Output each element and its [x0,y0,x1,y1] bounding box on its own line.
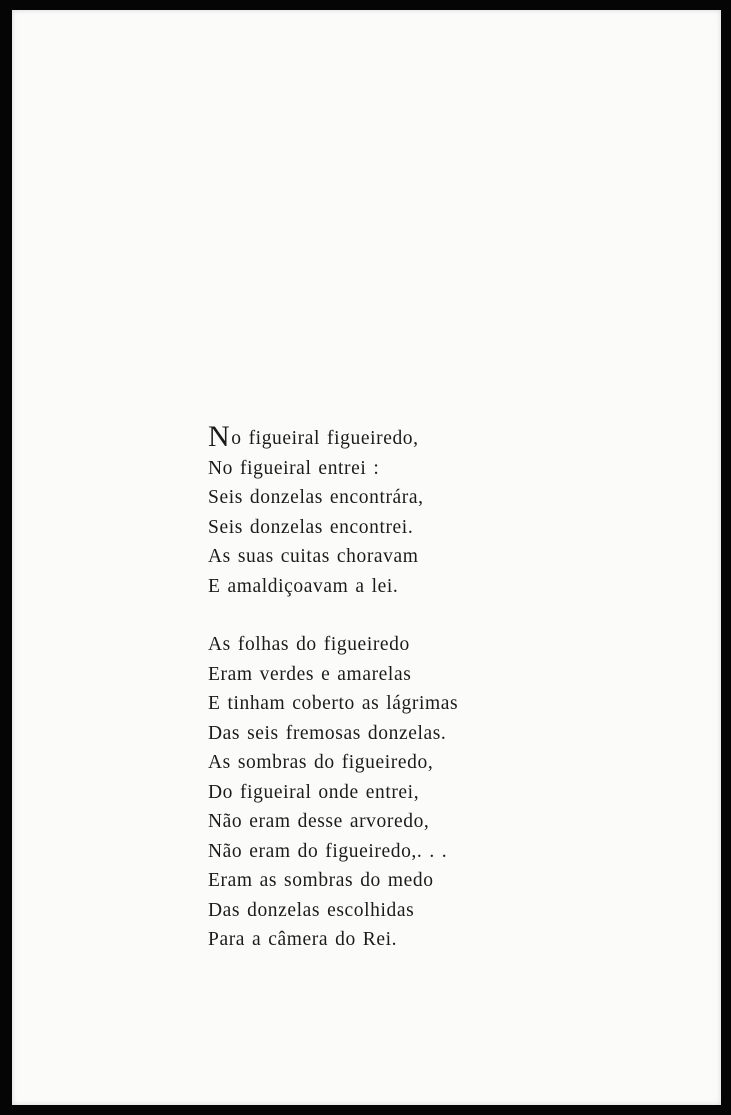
poem-line: Eram as sombras do medo [208,870,434,891]
poem-line: Seis donzelas encontrei. [208,516,414,538]
poem-line: Seis donzelas encontrára, [208,487,424,508]
first-line-text: o figueiral figueiredo, [231,428,419,449]
poem-line: Das seis fremosas donzelas. [208,722,447,744]
stanza-2 [208,630,528,955]
poem-line: Do figueiral onde entrei, [208,781,420,803]
drop-cap: N [208,420,231,453]
poem-line: E amaldiçoavam a lei. [208,575,399,597]
book-page [12,10,721,1105]
poem-line [208,420,528,454]
poem-line: No figueiral entrei : [208,457,380,479]
poem-line: Das donzelas escolhidas [208,899,415,921]
poem-line: Não eram do figueiredo,. . . [208,840,448,862]
poem [208,420,528,955]
poem-line: E tinham coberto as lágrimas [208,693,459,714]
poem-line: As sombras do figueiredo, [208,752,434,773]
poem-line: Eram verdes e amarelas [208,663,412,685]
poem-line: As suas cuitas choravam [208,546,419,567]
poem-line: As folhas do figueiredo [208,634,410,655]
poem-line: Para a câmera do Rei. [208,929,398,950]
poem-line: Não eram desse arvoredo, [208,811,430,832]
stanza-1 [208,420,528,601]
